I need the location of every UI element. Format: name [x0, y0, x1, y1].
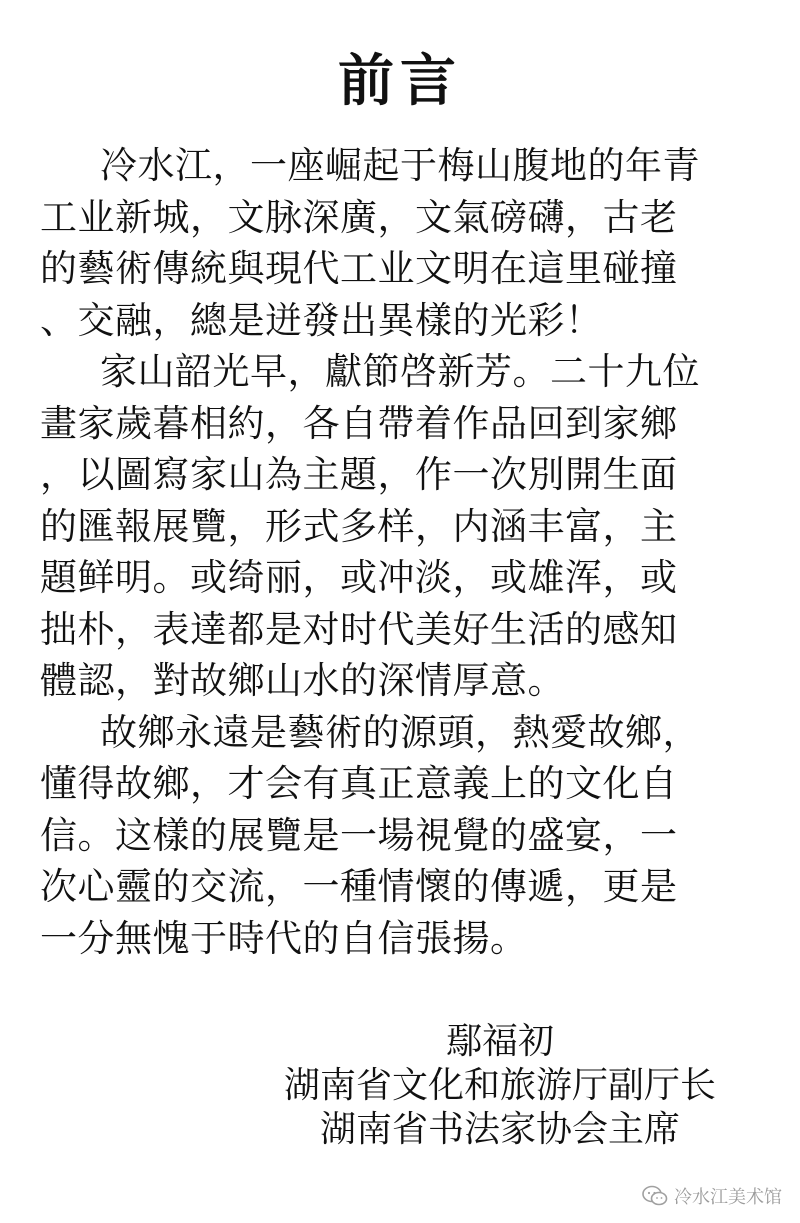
preface-body: [40, 140, 760, 964]
text-line: 信。这樣的展覽是一場視覺的盛宴，一: [40, 813, 678, 857]
text-line: 一分無愧于時代的自信張揚。: [40, 916, 528, 960]
text-line: 的匯報展覽，形式多样，内涵丰富，主: [40, 504, 678, 548]
page-title: 前言: [338, 48, 462, 114]
author-name: 鄢福初: [445, 1021, 554, 1062]
text-line: 體認，對故鄉山水的深情厚意。: [40, 659, 565, 702]
watermark: [642, 1183, 782, 1209]
text-line: 懂得故鄉，才会有真正意義上的文化自: [40, 762, 678, 805]
text-line: 的藝術傳統與現代工业文明在這里碰撞: [40, 247, 678, 290]
text-line: 題鲜明。或绮丽，或冲淡，或雄浑，或: [40, 556, 678, 599]
watermark-text: 冷水江美术馆: [674, 1187, 782, 1208]
text-line: 冷水江，一座崛起于梅山腹地的年青: [100, 144, 700, 187]
author-title-2: 湖南省书法家协会主席: [319, 1109, 680, 1150]
signature-block: [240, 1020, 760, 1152]
paragraph-3: [40, 707, 760, 965]
wechat-icon: [642, 1185, 668, 1207]
text-line: 工业新城，文脉深廣，文氣磅礴，古老: [40, 195, 678, 239]
text-line: 、交融，總是迸發出異樣的光彩！: [40, 298, 603, 342]
text-line: 畫家歲暮相約，各自帶着作品回到家鄉: [40, 401, 678, 445]
text-line: 拙朴，表達都是对时代美好生活的感知: [40, 607, 678, 651]
paragraph-1: [40, 140, 760, 346]
text-line: ，以圖寫家山為主題，作一次別開生面: [40, 453, 678, 496]
author-title-1: 湖南省文化和旅游厅副厅长: [283, 1065, 716, 1106]
text-line: 家山韶光早，獻節啓新芳。二十九位: [100, 350, 700, 393]
text-line: 次心靈的交流，一種情懷的傳遞，更是: [40, 865, 678, 908]
text-line: 故鄉永遠是藝術的源頭，熱愛故鄉，: [100, 710, 700, 754]
paragraph-2: [40, 346, 760, 707]
